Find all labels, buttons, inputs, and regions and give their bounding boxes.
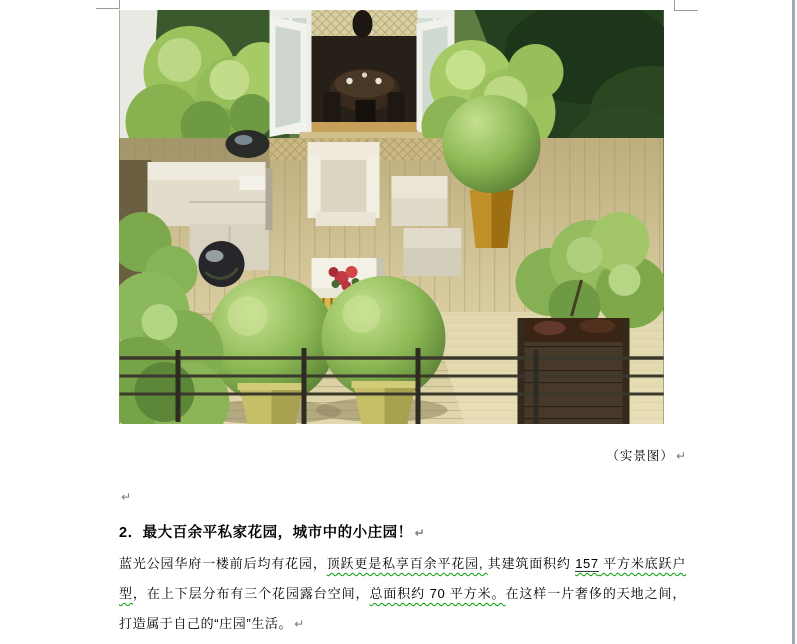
photo-caption: （实景图）	[606, 449, 674, 463]
body-segment-grammar-flag: 顶跃更是私享百余平花园,	[326, 556, 488, 571]
paragraph-mark-icon: ↵	[121, 490, 132, 504]
paragraph-mark-icon: ↵	[294, 617, 305, 631]
empty-paragraph	[119, 489, 131, 505]
photo-caption-row	[119, 447, 686, 465]
glossy-sphere-ornament	[199, 241, 245, 287]
paragraph-mark-icon: ↵	[675, 449, 686, 463]
section-heading-text: 2．最大百余平私家花园，城市中的小庄园！	[119, 525, 413, 541]
body-segment-grammar-flag: 平方米底跃户型	[119, 556, 687, 601]
underlined-number: 157	[575, 556, 599, 571]
body-segment: ，在上下层分布有三个花园露台空间，	[132, 586, 370, 601]
terrace-garden-photo[interactable]	[119, 10, 664, 424]
garden-bowl	[226, 130, 270, 158]
armchair	[308, 142, 380, 226]
section-heading	[119, 521, 686, 545]
margin-crop-mark-left-icon	[96, 0, 120, 9]
body-paragraph	[119, 549, 686, 639]
body-segment: 在这样一片奢侈的天地之间，打造属于自己的“庄园”生活。	[119, 586, 686, 631]
body-segment: 其建筑面积约	[487, 556, 576, 571]
body-segment: 蓝光公园华府一楼前后均有花园，	[119, 556, 327, 571]
page-right-edge	[792, 0, 795, 644]
margin-crop-mark-right-icon	[674, 0, 698, 11]
paragraph-mark-icon: ↵	[414, 526, 425, 540]
body-segment-grammar-flag: 总面积约 70 平方米。	[369, 586, 506, 601]
terrace-garden-photo-illustration	[119, 10, 664, 424]
